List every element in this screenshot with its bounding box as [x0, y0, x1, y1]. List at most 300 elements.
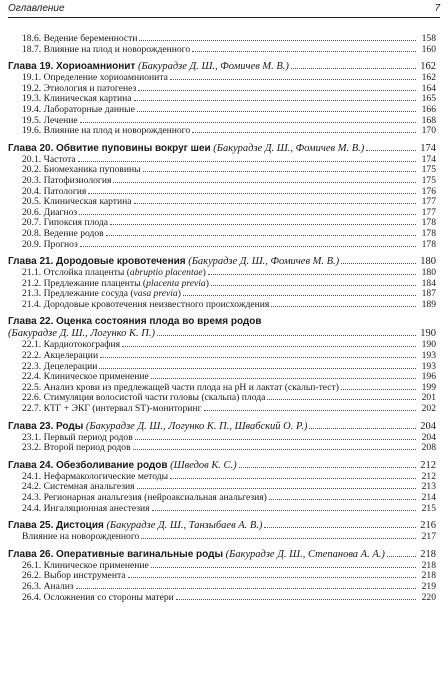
entry-number: 20.3.	[22, 175, 42, 186]
entry-number: 24.3.	[22, 493, 42, 503]
toc-subsection-entry[interactable]	[8, 155, 436, 166]
entry-latin-term: abruptio placentae	[129, 268, 203, 279]
toc-subsection-entry[interactable]	[8, 493, 436, 504]
entry-page-number: 165	[421, 93, 436, 105]
leader-dots	[341, 388, 416, 390]
chapter-page-number: 204	[420, 420, 436, 432]
entry-text-tail: )	[205, 278, 209, 289]
entry-text: Определение хориоамнионита	[43, 73, 168, 84]
entry-page-number: 164	[421, 82, 436, 94]
leader-dots	[264, 526, 416, 528]
entry-label	[22, 94, 132, 105]
entry-label	[22, 229, 104, 240]
chapter-label-continued	[8, 328, 155, 340]
entry-label	[22, 279, 209, 290]
entry-label	[22, 593, 174, 604]
entry-label	[22, 393, 265, 404]
header-page-number: 7	[434, 3, 440, 14]
toc-chapter-entry[interactable]	[8, 256, 436, 268]
entry-label	[22, 73, 168, 84]
chapter-authors: (Шведов К. С.)	[170, 459, 237, 471]
entry-latin-term: placenta previa	[146, 278, 206, 289]
leader-dots	[183, 294, 416, 296]
entry-text: Первый период родов	[43, 432, 133, 443]
entry-number: 26.1.	[22, 560, 42, 571]
running-header	[8, 2, 440, 18]
entry-page-number: 204	[421, 431, 436, 443]
entry-text: Осложнения со стороны матери	[43, 592, 174, 603]
toc-subsection-entry[interactable]	[8, 393, 436, 404]
entry-text: Патология	[43, 186, 87, 197]
entry-page-number: 213	[421, 481, 436, 493]
entry-text: Этиология и патогенез	[43, 83, 137, 94]
entry-page-number: 170	[421, 125, 436, 137]
toc-subsection-entry[interactable]	[8, 472, 436, 483]
table-of-contents	[8, 34, 436, 603]
entry-number: 21.3.	[22, 289, 42, 300]
entry-page-number: 162	[421, 72, 436, 84]
entry-label	[22, 187, 86, 198]
toc-chapter-entry[interactable]	[8, 143, 436, 155]
chapter-title: Дистоция	[55, 520, 104, 532]
chapter-page-number: 162	[420, 61, 436, 73]
entry-page-number: 193	[421, 350, 436, 362]
chapter-title: Дородовые кровотечения	[55, 256, 186, 268]
entry-number: 22.3.	[22, 361, 42, 372]
chapter-page-number: 190	[420, 328, 436, 340]
entry-label	[22, 504, 150, 515]
entry-number: 20.4.	[22, 186, 42, 197]
chapter-label	[8, 143, 364, 155]
toc-subsection-entry[interactable]	[8, 383, 436, 394]
entry-label	[22, 362, 97, 373]
leader-dots	[267, 398, 416, 400]
toc-subsection-entry[interactable]	[8, 218, 436, 229]
chapter-title: Роды	[55, 420, 84, 432]
leader-dots	[137, 487, 416, 489]
entry-label	[22, 268, 206, 279]
entry-label	[22, 532, 139, 543]
leader-dots	[128, 576, 416, 578]
entry-text: Дородовые кровотечения неизвестного происхождения	[43, 299, 270, 310]
entry-text: Второй период родов	[43, 443, 131, 454]
leader-dots	[99, 367, 416, 369]
toc-subsection-entry[interactable]	[8, 300, 436, 311]
entry-label	[22, 176, 111, 187]
entry-page-number: 199	[421, 381, 436, 393]
entry-label	[22, 561, 149, 572]
toc-chapter-entry-continued[interactable]	[8, 328, 436, 340]
toc-chapter-entry[interactable]	[8, 61, 436, 73]
entry-text-tail: )	[202, 268, 206, 279]
leader-dots	[76, 587, 416, 589]
toc-subsection-entry[interactable]	[8, 340, 436, 351]
entry-text: Влияние на новорожденного	[22, 532, 140, 543]
leader-dots	[137, 110, 416, 112]
chapter-authors: (Бакурадзе Д. Ш., Логунко К. П.)	[8, 328, 155, 340]
toc-subsection-entry[interactable]	[8, 34, 436, 45]
entry-page-number: 215	[421, 502, 436, 514]
leader-dots	[122, 345, 416, 347]
entry-text: Анализ крови из предлежащей части плода на рН и лактат (скальп-тест)	[43, 382, 339, 393]
chapter-page-number: 212	[420, 459, 436, 471]
toc-subsection-entry[interactable]	[8, 197, 436, 208]
leader-dots	[157, 334, 416, 336]
entry-number: 24.4.	[22, 503, 42, 514]
entry-page-number: 160	[421, 43, 436, 55]
toc-subsection-entry[interactable]	[8, 593, 436, 604]
leader-dots	[106, 234, 416, 236]
leader-dots	[192, 131, 416, 133]
chapter-label	[8, 316, 262, 328]
entry-text: Гипоксия плода	[43, 218, 109, 229]
entry-label	[22, 165, 141, 176]
entry-text: Клиническое применение	[43, 560, 149, 571]
entry-page-number: 166	[421, 103, 436, 115]
entry-page-number: 196	[421, 371, 436, 383]
entry-number: 21.2.	[22, 278, 42, 289]
leader-dots	[208, 273, 416, 275]
leader-dots	[211, 284, 416, 286]
entry-number: 19.1.	[22, 73, 42, 84]
entry-label	[22, 372, 149, 383]
entry-text: Стимуляция волосистой части головы (скальпа) плода	[43, 393, 266, 404]
entry-number: 22.7.	[22, 404, 42, 415]
toc-subsection-entry[interactable]	[8, 126, 436, 137]
chapter-authors: (Бакурадзе Д. Ш., Степанова А. А.)	[225, 548, 385, 560]
entry-page-number: 187	[421, 288, 436, 300]
leader-dots	[152, 509, 416, 511]
chapter-number: Глава 22.	[8, 316, 54, 328]
toc-chapter-entry[interactable]	[8, 421, 436, 433]
toc-chapter-entry[interactable]	[8, 549, 436, 561]
leader-dots	[170, 78, 416, 80]
entry-text: Ведение беременности	[43, 34, 138, 44]
entry-number: 18.7.	[22, 44, 42, 55]
entry-label	[22, 433, 133, 444]
toc-subsection-entry[interactable]	[8, 532, 436, 543]
chapter-number: Глава 21.	[8, 256, 54, 268]
entry-text: Системная анальгезия	[43, 482, 135, 493]
toc-subsection-entry[interactable]	[8, 504, 436, 515]
leader-dots	[239, 466, 416, 468]
leader-dots	[134, 202, 416, 204]
leader-dots	[79, 213, 416, 215]
toc-subsection-entry[interactable]	[8, 116, 436, 127]
entry-number: 18.6.	[22, 34, 42, 44]
leader-dots	[143, 170, 416, 172]
toc-subsection-entry[interactable]	[8, 240, 436, 251]
entry-number: 20.5.	[22, 197, 42, 208]
leader-dots	[134, 99, 416, 101]
entry-page-number: 219	[421, 580, 436, 592]
entry-label	[22, 383, 339, 394]
entry-number: 19.5.	[22, 115, 42, 126]
entry-label	[22, 351, 98, 362]
entry-text: Лабораторные данные	[43, 104, 135, 115]
toc-chapter-entry[interactable]	[8, 316, 436, 328]
entry-text: Ингаляционная анестезия	[43, 503, 150, 514]
toc-subsection-entry[interactable]	[8, 208, 436, 219]
toc-subsection-entry[interactable]	[8, 351, 436, 362]
entry-text: Клиническая картина	[43, 94, 132, 105]
chapter-label	[8, 520, 262, 532]
entry-text: Нефармакологические методы	[43, 471, 169, 482]
entry-label	[22, 300, 269, 311]
leader-dots	[176, 598, 416, 600]
entry-page-number: 168	[421, 114, 436, 126]
entry-page-number: 208	[421, 442, 436, 454]
leader-dots	[170, 477, 416, 479]
entry-number: 23.1.	[22, 432, 42, 443]
leader-dots	[309, 427, 416, 429]
entry-page-number: 175	[421, 174, 436, 186]
toc-subsection-entry[interactable]	[8, 372, 436, 383]
entry-page-number: 184	[421, 277, 436, 289]
entry-label	[22, 443, 131, 454]
entry-page-number: 180	[421, 267, 436, 279]
entry-text: Регионарная анальгезия (нейроаксиальная анальгезия)	[43, 493, 267, 503]
entry-text: Влияние на плод и новорожденного	[43, 44, 191, 55]
entry-text: Клиническая картина	[43, 197, 132, 208]
leader-dots	[192, 50, 416, 52]
chapter-page-number: 180	[420, 256, 436, 268]
leader-dots	[151, 566, 416, 568]
chapter-authors: (Бакурадзе Д. Ш., Фомичев М. В.)	[188, 256, 340, 268]
entry-label	[22, 240, 78, 251]
entry-text: Диагноз	[43, 207, 78, 218]
entry-number: 22.6.	[22, 393, 42, 404]
chapter-number: Глава 26.	[8, 548, 54, 560]
entry-label	[22, 155, 76, 166]
leader-dots	[80, 245, 416, 247]
toc-subsection-entry[interactable]	[8, 582, 436, 593]
leader-dots	[100, 356, 416, 358]
entry-label	[22, 208, 77, 219]
entry-text-tail: )	[177, 289, 181, 300]
toc-subsection-entry[interactable]	[8, 443, 436, 454]
chapter-title: Обвитие пуповины вокруг шеи	[55, 142, 211, 154]
chapter-page-number: 218	[420, 548, 436, 560]
entry-text: Влияние на плод и новорожденного	[43, 126, 191, 137]
toc-subsection-entry[interactable]	[8, 176, 436, 187]
entry-page-number: 158	[421, 33, 436, 44]
toc-chapter-entry[interactable]	[8, 520, 436, 532]
entry-number: 22.1.	[22, 340, 42, 351]
entry-page-number: 174	[421, 153, 436, 165]
toc-subsection-entry[interactable]	[8, 362, 436, 373]
entry-page-number: 189	[421, 298, 436, 310]
entry-number: 20.9.	[22, 239, 42, 250]
entry-page-number: 175	[421, 164, 436, 176]
chapter-label	[8, 460, 237, 472]
chapter-title: Оценка состояния плода во время родов	[55, 316, 262, 328]
entry-text: Клиническое применение	[43, 372, 149, 383]
leader-dots	[133, 448, 416, 450]
toc-chapter-entry[interactable]	[8, 460, 436, 472]
entry-page-number: 214	[421, 492, 436, 503]
entry-page-number: 177	[421, 206, 436, 218]
entry-number: 20.8.	[22, 228, 42, 239]
leader-dots	[78, 160, 416, 162]
chapter-number: Глава 23.	[8, 420, 54, 432]
leader-dots	[80, 121, 416, 123]
entry-page-number: 220	[421, 591, 436, 603]
chapter-label	[8, 256, 339, 268]
toc-subsection-entry[interactable]	[8, 561, 436, 572]
leader-dots	[88, 192, 416, 194]
chapter-page-number: 174	[420, 142, 436, 154]
entry-label	[22, 45, 190, 56]
toc-subsection-entry[interactable]	[8, 45, 436, 56]
entry-number: 20.6.	[22, 207, 42, 218]
entry-number: 23.2.	[22, 443, 42, 454]
chapter-label	[8, 421, 307, 433]
leader-dots	[141, 537, 416, 539]
entry-page-number: 178	[421, 238, 436, 250]
leader-dots	[291, 67, 416, 69]
entry-number: 26.3.	[22, 581, 42, 592]
entry-text: Кардиотокография	[43, 340, 121, 351]
chapter-authors: (Бакурадзе Д. Ш., Танзыбаев А. В.)	[106, 520, 263, 532]
entry-text: Предлежание плаценты (	[43, 278, 147, 289]
entry-text: Лечение	[43, 115, 78, 126]
entry-label	[22, 105, 135, 116]
entry-page-number: 176	[421, 185, 436, 197]
chapter-number: Глава 25.	[8, 520, 54, 532]
entry-latin-term: vasa previa	[133, 289, 178, 300]
entry-text: Децелерации	[43, 361, 98, 372]
entry-text: КТГ + ЭКГ (интервал ST)-мониторинг	[43, 404, 202, 415]
entry-page-number: 190	[421, 339, 436, 351]
leader-dots	[269, 498, 416, 500]
leader-dots	[110, 223, 416, 225]
chapter-label	[8, 61, 289, 73]
entry-number: 22.5.	[22, 382, 42, 393]
chapter-authors: (Бакурадзе Д. Ш., Логунко К. П., Швабский О. Р.)	[85, 420, 308, 432]
entry-text: Частота	[43, 154, 76, 165]
entry-label	[22, 472, 168, 483]
toc-subsection-entry[interactable]	[8, 268, 436, 279]
chapter-page-number: 216	[420, 520, 436, 532]
entry-text: Патофизиология	[43, 175, 112, 186]
entry-text: Прогноз	[43, 239, 78, 250]
chapter-number: Глава 19.	[8, 61, 54, 73]
entry-page-number: 218	[421, 559, 436, 571]
entry-page-number: 178	[421, 217, 436, 229]
chapter-number: Глава 20.	[8, 142, 54, 154]
entry-label	[22, 84, 136, 95]
leader-dots	[135, 438, 416, 440]
entry-label	[22, 289, 181, 300]
chapter-authors: (Бакурадзе Д. Ш., Фомичев М. В.)	[137, 61, 289, 73]
toc-subsection-entry[interactable]	[8, 404, 436, 415]
entry-page-number: 193	[421, 360, 436, 372]
entry-page-number: 177	[421, 196, 436, 208]
toc-subsection-entry[interactable]	[8, 482, 436, 493]
entry-label	[22, 582, 74, 593]
chapter-number: Глава 24.	[8, 459, 54, 471]
toc-subsection-entry[interactable]	[8, 187, 436, 198]
toc-subsection-entry[interactable]	[8, 289, 436, 300]
entry-label	[22, 571, 126, 582]
entry-number: 26.2.	[22, 571, 42, 582]
entry-number: 19.6.	[22, 126, 42, 137]
entry-page-number: 212	[421, 470, 436, 482]
entry-page-number: 217	[421, 531, 436, 543]
chapter-title: Обезболивание родов	[55, 459, 168, 471]
entry-page-number: 218	[421, 570, 436, 582]
toc-subsection-entry[interactable]	[8, 571, 436, 582]
header-title: Оглавление	[8, 3, 65, 14]
entry-label	[22, 493, 267, 504]
entry-label	[22, 34, 137, 45]
entry-number: 20.1.	[22, 154, 42, 165]
entry-number: 21.1.	[22, 268, 42, 279]
toc-subsection-entry[interactable]	[8, 105, 436, 116]
leader-dots	[387, 555, 416, 557]
toc-subsection-entry[interactable]	[8, 73, 436, 84]
entry-number: 19.2.	[22, 83, 42, 94]
entry-number: 22.2.	[22, 351, 42, 362]
chapter-label	[8, 549, 385, 561]
toc-subsection-entry[interactable]	[8, 229, 436, 240]
entry-text: Предлежание сосуда (	[43, 289, 134, 300]
entry-number: 19.3.	[22, 94, 42, 105]
entry-number: 20.2.	[22, 165, 42, 176]
toc-subsection-entry[interactable]	[8, 94, 436, 105]
entry-label	[22, 197, 132, 208]
leader-dots	[138, 89, 416, 91]
entry-page-number: 202	[421, 403, 436, 415]
entry-text: Отслойка плаценты (	[43, 268, 130, 279]
entry-number: 21.4.	[22, 299, 42, 310]
chapter-title: Оперативные вагинальные роды	[55, 548, 224, 560]
leader-dots	[341, 262, 416, 264]
leader-dots	[271, 305, 416, 307]
leader-dots	[139, 39, 416, 41]
leader-dots	[366, 149, 416, 151]
entry-text: Анализ	[43, 581, 74, 592]
entry-number: 22.4.	[22, 372, 42, 383]
toc-subsection-entry[interactable]	[8, 84, 436, 95]
entry-text: Биомеханика пуповины	[43, 165, 141, 176]
entry-number: 20.7.	[22, 218, 42, 229]
leader-dots	[151, 377, 416, 379]
chapter-authors: (Бакурадзе Д. Ш., Фомичев М. В.)	[213, 142, 365, 154]
entry-page-number: 201	[421, 392, 436, 404]
leader-dots	[204, 409, 416, 411]
toc-subsection-entry[interactable]	[8, 279, 436, 290]
entry-number: 24.1.	[22, 471, 42, 482]
entry-number: 19.4.	[22, 104, 42, 115]
entry-page-number: 178	[421, 227, 436, 239]
chapter-title: Хориоамнионит	[55, 61, 136, 73]
entry-number: 26.4.	[22, 592, 42, 603]
toc-subsection-entry[interactable]	[8, 433, 436, 444]
leader-dots	[113, 181, 416, 183]
entry-text: Выбор инструмента	[43, 571, 126, 582]
entry-label	[22, 126, 190, 137]
entry-label	[22, 340, 120, 351]
toc-subsection-entry[interactable]	[8, 165, 436, 176]
entry-text: Акцелерации	[43, 351, 99, 362]
entry-number: 24.2.	[22, 482, 42, 493]
entry-label	[22, 404, 202, 415]
entry-text: Ведение родов	[43, 228, 104, 239]
entry-label	[22, 482, 135, 493]
entry-label	[22, 116, 78, 127]
